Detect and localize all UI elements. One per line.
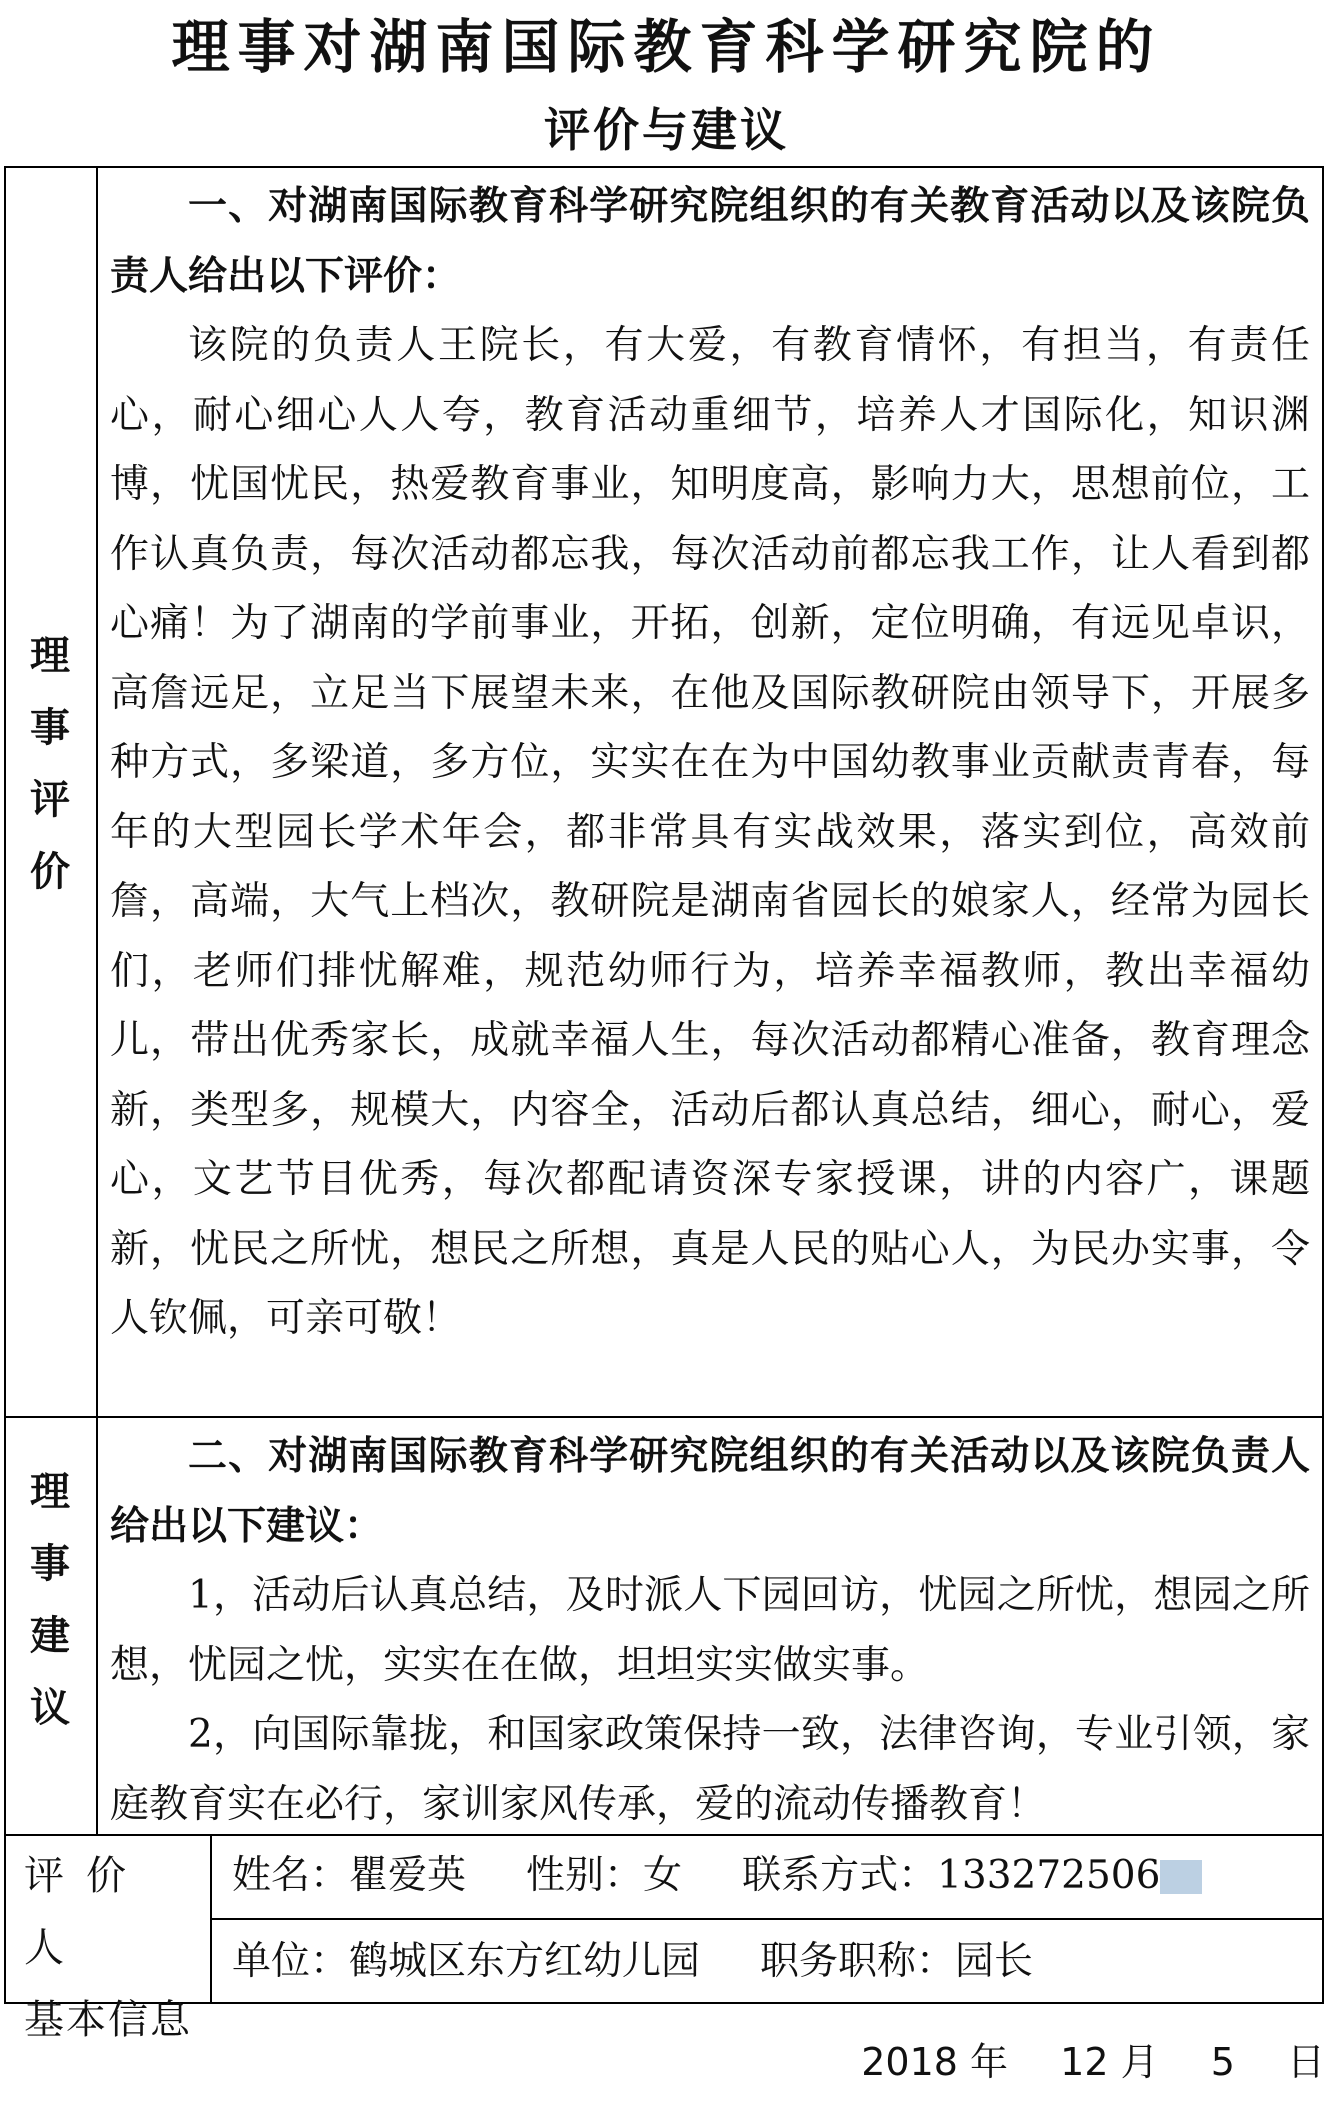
evaluator-label-line2: 基本信息 — [24, 1997, 192, 2043]
date-month-unit: 月 — [1120, 2040, 1159, 2084]
evaluator-name: 瞿爱英 — [349, 1853, 467, 1898]
document-date — [861, 2036, 1325, 2088]
suggestion-item: 1，活动后认真总结，及时派人下园回访，忧园之所忧，想园之所想，忧园之忧，实实在在做，坦坦实实做实事。 — [110, 1573, 1310, 1688]
date-year: 2018 — [861, 2040, 958, 2084]
evaluation-side-label — [4, 620, 96, 908]
job-title-label: 职务职称： — [760, 1939, 956, 1984]
evaluator-info-row-2 — [232, 1926, 1312, 1998]
suggestion-label-char: 事 — [30, 1541, 70, 1587]
evaluator-job-title: 园长 — [955, 1939, 1034, 1984]
evaluation-label-char: 理 — [30, 633, 70, 679]
suggestion-label-char: 建 — [30, 1613, 70, 1659]
evaluation-section — [110, 172, 1310, 1354]
date-month: 12 — [1060, 2040, 1109, 2084]
name-label: 姓名： — [232, 1853, 350, 1898]
evaluation-label-char: 事 — [30, 705, 70, 751]
table-border-top — [4, 166, 1324, 168]
evaluator-info-label — [24, 1840, 196, 2056]
evaluation-label-char: 评 — [30, 777, 70, 823]
evaluation-table — [4, 166, 1324, 2043]
date-year-unit: 年 — [970, 2040, 1009, 2084]
date-day: 5 — [1210, 2040, 1235, 2084]
label-column-divider — [96, 166, 98, 1834]
evaluator-label-line1: 评价人 — [24, 1853, 148, 1971]
gender-label: 性别： — [526, 1853, 644, 1898]
redaction-mask — [1160, 1860, 1202, 1894]
suggestion-side-label — [4, 1456, 96, 1744]
unit-label: 单位： — [232, 1939, 350, 1984]
evaluator-gender: 女 — [643, 1853, 683, 1898]
suggestion-heading: 二、对湖南国际教育科学研究院组织的有关活动以及该院负责人给出以下建议： — [110, 1434, 1310, 1549]
evaluator-unit: 鹤城区东方红幼儿园 — [349, 1939, 701, 1984]
date-day-unit: 日 — [1286, 2040, 1325, 2084]
suggestion-label-char: 理 — [30, 1469, 70, 1515]
document-title: 理事对湖南国际教育科学研究院的 — [171, 13, 1162, 81]
info-row-divider — [210, 1918, 1324, 1920]
suggestion-label-char: 议 — [30, 1685, 70, 1731]
document-subtitle: 评价与建议 — [544, 103, 789, 157]
section-divider — [4, 1416, 1324, 1418]
evaluation-heading: 一、对湖南国际教育科学研究院组织的有关教育活动以及该院负责人给出以下评价： — [110, 184, 1310, 299]
table-border-right — [1322, 166, 1324, 2004]
evaluation-label-char: 价 — [30, 849, 70, 895]
evaluation-body: 该院的负责人王院长，有大爱，有教育情怀，有担当，有责任心，耐心细心人人夸，教育活动重细节，培养人才国际化，知识渊博，忧国忧民，热爱教育事业，知明度高，影响力大，思想前位，工作认真负责，每次活动都忘我，每次活动前都忘我工作，让人看到都心痛！为了湖南的学前事业，开拓，创新，定位明确，有远见卓识，高詹远足，立足当下展望未来，在他及国际教研院由领导下，开展多种方式，多梁道，多方位，实实在在为中国幼教事业贡献责青春，每年的大型园长学术年会，都非常具有实战效果，落实到位，高效前詹，高端，大气上档次，教研院是湖南省园长的娘家人，经常为园长们，老师们排忧解难，规范幼师行为，培养幸福教师，教出幸福幼儿，带出优秀家长，成就幸福人生，每次活动都精心准备，教育理念新，类型多，规模大，内容全，活动后都认真总结，细心，耐心，爱心，文艺节目优秀，每次都配请资深专家授课，讲的内容广，课题新，忧民之所忧，想民之所想，真是人民的贴心人，为民办实事，令人钦佩，可亲可敬！ — [110, 323, 1310, 1341]
table-border-bottom — [4, 2002, 1324, 2004]
contact-label: 联系方式： — [742, 1853, 938, 1898]
evaluator-info-row-1 — [232, 1840, 1312, 1912]
suggestion-section — [110, 1422, 1310, 1839]
evaluator-contact: 133272506 — [937, 1853, 1161, 1898]
suggestion-item: 2，向国际靠拢，和国家政策保持一致，法律咨询，专业引领，家庭教育实在必行，家训家风传承，爱的流动传播教育！ — [110, 1712, 1310, 1827]
